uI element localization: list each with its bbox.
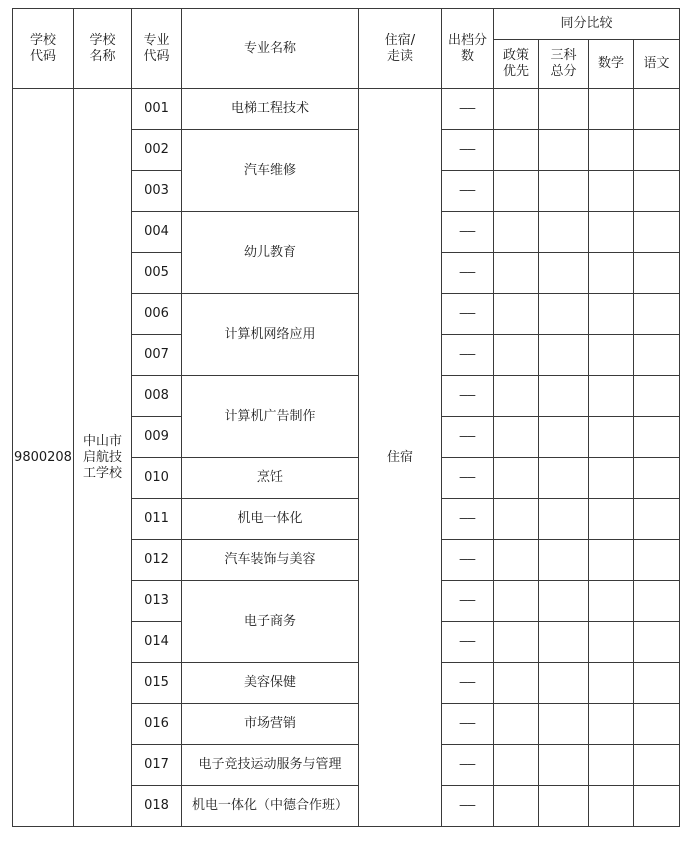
major-code: 017 (132, 745, 182, 786)
policy-priority-cell (494, 89, 539, 130)
three-subject-total-cell (539, 540, 589, 581)
cutoff-score: —— (442, 335, 494, 376)
policy-priority-cell (494, 581, 539, 622)
chinese-score-cell (634, 130, 680, 171)
chinese-score-cell (634, 622, 680, 663)
major-code: 014 (132, 622, 182, 663)
header-row (13, 9, 680, 40)
policy-priority-cell (494, 376, 539, 417)
three-subject-total-cell (539, 376, 589, 417)
math-score-cell (589, 704, 634, 745)
school-code: 9800208 (13, 89, 74, 827)
cutoff-score: —— (442, 499, 494, 540)
math-score-cell (589, 253, 634, 294)
policy-priority-cell (494, 212, 539, 253)
header-major-code: 专业 代码 (132, 9, 182, 89)
math-score-cell (589, 663, 634, 704)
cutoff-score: —— (442, 745, 494, 786)
cutoff-score: —— (442, 130, 494, 171)
header-math: 数学 (589, 40, 634, 89)
cutoff-score: —— (442, 294, 494, 335)
math-score-cell (589, 622, 634, 663)
three-subject-total-cell (539, 622, 589, 663)
major-name: 电子商务 (182, 581, 359, 663)
major-code: 003 (132, 171, 182, 212)
three-subject-total-cell (539, 458, 589, 499)
chinese-score-cell (634, 458, 680, 499)
major-code: 015 (132, 663, 182, 704)
three-subject-total-cell (539, 745, 589, 786)
policy-priority-cell (494, 253, 539, 294)
major-code: 007 (132, 335, 182, 376)
major-code: 010 (132, 458, 182, 499)
header-three-subject-total: 三科 总分 (539, 40, 589, 89)
three-subject-total-cell (539, 417, 589, 458)
cutoff-score: —— (442, 540, 494, 581)
major-code: 011 (132, 499, 182, 540)
math-score-cell (589, 376, 634, 417)
policy-priority-cell (494, 417, 539, 458)
major-code: 001 (132, 89, 182, 130)
chinese-score-cell (634, 376, 680, 417)
policy-priority-cell (494, 130, 539, 171)
math-score-cell (589, 89, 634, 130)
major-name: 电子竞技运动服务与管理 (182, 745, 359, 786)
major-code: 004 (132, 212, 182, 253)
three-subject-total-cell (539, 212, 589, 253)
major-name: 汽车维修 (182, 130, 359, 212)
major-name: 美容保健 (182, 663, 359, 704)
three-subject-total-cell (539, 663, 589, 704)
header-policy-priority: 政策 优先 (494, 40, 539, 89)
math-score-cell (589, 335, 634, 376)
chinese-score-cell (634, 704, 680, 745)
major-code: 006 (132, 294, 182, 335)
chinese-score-cell (634, 786, 680, 827)
cutoff-score: —— (442, 376, 494, 417)
table-row (13, 89, 680, 130)
major-code: 005 (132, 253, 182, 294)
header-residence: 住宿/ 走读 (359, 9, 442, 89)
major-name: 市场营销 (182, 704, 359, 745)
major-name: 计算机广告制作 (182, 376, 359, 458)
chinese-score-cell (634, 89, 680, 130)
three-subject-total-cell (539, 786, 589, 827)
major-name: 汽车装饰与美容 (182, 540, 359, 581)
math-score-cell (589, 581, 634, 622)
math-score-cell (589, 130, 634, 171)
chinese-score-cell (634, 335, 680, 376)
cutoff-score: —— (442, 786, 494, 827)
cutoff-score: —— (442, 622, 494, 663)
chinese-score-cell (634, 212, 680, 253)
three-subject-total-cell (539, 130, 589, 171)
policy-priority-cell (494, 622, 539, 663)
chinese-score-cell (634, 745, 680, 786)
header-school-name: 学校 名称 (74, 9, 132, 89)
major-code: 002 (132, 130, 182, 171)
cutoff-score: —— (442, 212, 494, 253)
cutoff-score: —— (442, 663, 494, 704)
major-code: 018 (132, 786, 182, 827)
math-score-cell (589, 212, 634, 253)
major-name: 机电一体化 (182, 499, 359, 540)
math-score-cell (589, 499, 634, 540)
residence-type: 住宿 (359, 89, 442, 827)
header-cutoff-score: 出档分 数 (442, 9, 494, 89)
school-name: 中山市 启航技 工学校 (74, 89, 132, 827)
cutoff-score: —— (442, 458, 494, 499)
three-subject-total-cell (539, 335, 589, 376)
cutoff-score: —— (442, 89, 494, 130)
math-score-cell (589, 745, 634, 786)
policy-priority-cell (494, 335, 539, 376)
major-name: 电梯工程技术 (182, 89, 359, 130)
header-chinese: 语文 (634, 40, 680, 89)
three-subject-total-cell (539, 704, 589, 745)
major-name: 烹饪 (182, 458, 359, 499)
policy-priority-cell (494, 745, 539, 786)
policy-priority-cell (494, 499, 539, 540)
math-score-cell (589, 294, 634, 335)
math-score-cell (589, 540, 634, 581)
math-score-cell (589, 458, 634, 499)
major-name: 计算机网络应用 (182, 294, 359, 376)
policy-priority-cell (494, 786, 539, 827)
policy-priority-cell (494, 294, 539, 335)
three-subject-total-cell (539, 171, 589, 212)
major-code: 016 (132, 704, 182, 745)
major-name: 幼儿教育 (182, 212, 359, 294)
policy-priority-cell (494, 540, 539, 581)
major-code: 012 (132, 540, 182, 581)
three-subject-total-cell (539, 89, 589, 130)
cutoff-score: —— (442, 171, 494, 212)
three-subject-total-cell (539, 499, 589, 540)
policy-priority-cell (494, 458, 539, 499)
math-score-cell (589, 171, 634, 212)
cutoff-score: —— (442, 704, 494, 745)
cutoff-score: —— (442, 253, 494, 294)
chinese-score-cell (634, 499, 680, 540)
three-subject-total-cell (539, 581, 589, 622)
chinese-score-cell (634, 663, 680, 704)
policy-priority-cell (494, 704, 539, 745)
math-score-cell (589, 417, 634, 458)
cutoff-score: —— (442, 581, 494, 622)
math-score-cell (589, 786, 634, 827)
major-name: 机电一体化（中德合作班） (182, 786, 359, 827)
chinese-score-cell (634, 581, 680, 622)
three-subject-total-cell (539, 253, 589, 294)
chinese-score-cell (634, 294, 680, 335)
chinese-score-cell (634, 540, 680, 581)
major-code: 009 (132, 417, 182, 458)
header-school-code: 学校 代码 (13, 9, 74, 89)
header-major-name: 专业名称 (182, 9, 359, 89)
major-code: 008 (132, 376, 182, 417)
admission-table (12, 8, 680, 827)
chinese-score-cell (634, 417, 680, 458)
policy-priority-cell (494, 663, 539, 704)
major-code: 013 (132, 581, 182, 622)
policy-priority-cell (494, 171, 539, 212)
chinese-score-cell (634, 253, 680, 294)
cutoff-score: —— (442, 417, 494, 458)
header-tie-break: 同分比较 (494, 9, 680, 40)
three-subject-total-cell (539, 294, 589, 335)
chinese-score-cell (634, 171, 680, 212)
